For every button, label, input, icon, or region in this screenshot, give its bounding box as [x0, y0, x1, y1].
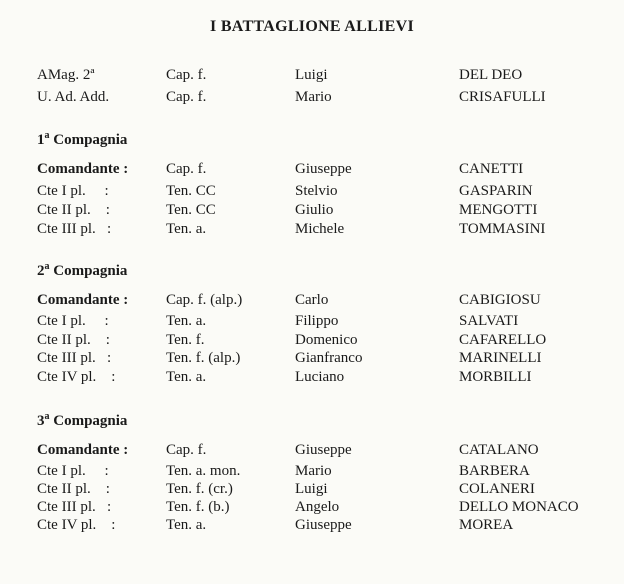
staff-row — [0, 65, 624, 85]
role-cell: Cte II pl. : — [37, 481, 110, 497]
first-name-cell: Luigi — [295, 481, 328, 497]
grade-cell: Cap. f. — [166, 89, 207, 105]
first-name-cell: Filippo — [295, 313, 339, 329]
role-cell: Cte III pl. : — [37, 350, 112, 366]
first-name-cell: Stelvio — [295, 183, 338, 199]
last-name-cell: BARBERA — [459, 463, 530, 479]
first-name-cell: Mario — [295, 89, 332, 105]
platoon-row — [0, 219, 624, 239]
role-cell: Cte I pl. : — [37, 183, 109, 199]
grade-cell: Cap. f. — [166, 67, 207, 83]
platoon-row — [0, 330, 624, 350]
grade-cell: Ten. a. — [166, 221, 207, 237]
platoon-row — [0, 181, 624, 201]
first-name-cell: Gianfranco — [295, 350, 363, 366]
grade-cell: Cap. f. — [166, 161, 207, 177]
company-number: 2 — [37, 263, 45, 279]
role-cell: Cte II pl. : — [37, 332, 110, 348]
role-cell: AMag. 2ª — [37, 67, 95, 83]
role-cell: Comandante : — [37, 292, 129, 308]
grade-cell: Cap. f. (alp.) — [166, 292, 243, 308]
grade-cell: Ten. CC — [166, 183, 216, 199]
grade-cell: Ten. a. — [166, 369, 207, 385]
role-cell: Cte II pl. : — [37, 202, 110, 218]
grade-cell: Ten. a. — [166, 313, 207, 329]
last-name-cell: CABIGIOSU — [459, 292, 541, 308]
first-name-cell: Angelo — [295, 499, 340, 515]
platoon-row — [0, 479, 624, 499]
platoon-row — [0, 497, 624, 517]
page-title: I BATTAGLIONE ALLIEVI — [210, 18, 414, 35]
role-cell: Cte I pl. : — [37, 463, 109, 479]
grade-cell: Ten. f. (cr.) — [166, 481, 233, 497]
grade-cell: Ten. f. — [166, 332, 205, 348]
last-name-cell: DELLO MONACO — [459, 499, 579, 515]
last-name-cell: MENGOTTI — [459, 202, 538, 218]
grade-cell: Ten. a. mon. — [166, 463, 241, 479]
ordinal-suffix: a — [44, 130, 50, 141]
last-name-cell: COLANERI — [459, 481, 535, 497]
first-name-cell: Michele — [295, 221, 345, 237]
section-heading-company-1 — [37, 130, 127, 150]
company-label: Compagnia — [53, 132, 128, 148]
last-name-cell: CRISAFULLI — [459, 89, 546, 105]
company-label: Compagnia — [53, 263, 128, 279]
company-number: 1 — [37, 132, 45, 148]
last-name-cell: GASPARIN — [459, 183, 533, 199]
grade-cell: Ten. f. (b.) — [166, 499, 230, 515]
first-name-cell: Giuseppe — [295, 442, 352, 458]
role-cell: U. Ad. Add. — [37, 89, 110, 105]
section-heading-company-3 — [37, 411, 127, 431]
role-cell: Cte III pl. : — [37, 221, 112, 237]
platoon-row — [0, 200, 624, 220]
last-name-cell: DEL DEO — [459, 67, 523, 83]
ordinal-suffix: a — [44, 261, 50, 272]
platoon-row — [0, 348, 624, 368]
grade-cell: Ten. a. — [166, 517, 207, 533]
last-name-cell: CAFARELLO — [459, 332, 547, 348]
first-name-cell: Giuseppe — [295, 161, 352, 177]
platoon-row — [0, 461, 624, 481]
section-heading-company-2 — [37, 261, 127, 281]
last-name-cell: CANETTI — [459, 161, 524, 177]
last-name-cell: MORBILLI — [459, 369, 532, 385]
first-name-cell: Giulio — [295, 202, 334, 218]
role-cell: Comandante : — [37, 161, 129, 177]
first-name-cell: Mario — [295, 463, 332, 479]
company-number: 3 — [37, 413, 45, 429]
role-cell: Cte IV pl. : — [37, 517, 116, 533]
platoon-row — [0, 515, 624, 535]
company-label: Compagnia — [53, 413, 128, 429]
commander-row — [0, 290, 624, 310]
ordinal-suffix: a — [44, 411, 50, 422]
grade-cell: Ten. CC — [166, 202, 216, 218]
first-name-cell: Carlo — [295, 292, 329, 308]
grade-cell: Ten. f. (alp.) — [166, 350, 241, 366]
platoon-row — [0, 367, 624, 387]
role-cell: Cte I pl. : — [37, 313, 109, 329]
first-name-cell: Luciano — [295, 369, 345, 385]
grade-cell: Cap. f. — [166, 442, 207, 458]
last-name-cell: MARINELLI — [459, 350, 542, 366]
last-name-cell: MOREA — [459, 517, 514, 533]
role-cell: Cte III pl. : — [37, 499, 112, 515]
last-name-cell: TOMMASINI — [459, 221, 546, 237]
first-name-cell: Domenico — [295, 332, 358, 348]
first-name-cell: Luigi — [295, 67, 328, 83]
last-name-cell: SALVATI — [459, 313, 519, 329]
role-cell: Comandante : — [37, 442, 129, 458]
last-name-cell: CATALANO — [459, 442, 539, 458]
role-cell: Cte IV pl. : — [37, 369, 116, 385]
first-name-cell: Giuseppe — [295, 517, 352, 533]
commander-row — [0, 159, 624, 179]
staff-row — [0, 87, 624, 107]
commander-row — [0, 440, 624, 460]
platoon-row — [0, 311, 624, 331]
